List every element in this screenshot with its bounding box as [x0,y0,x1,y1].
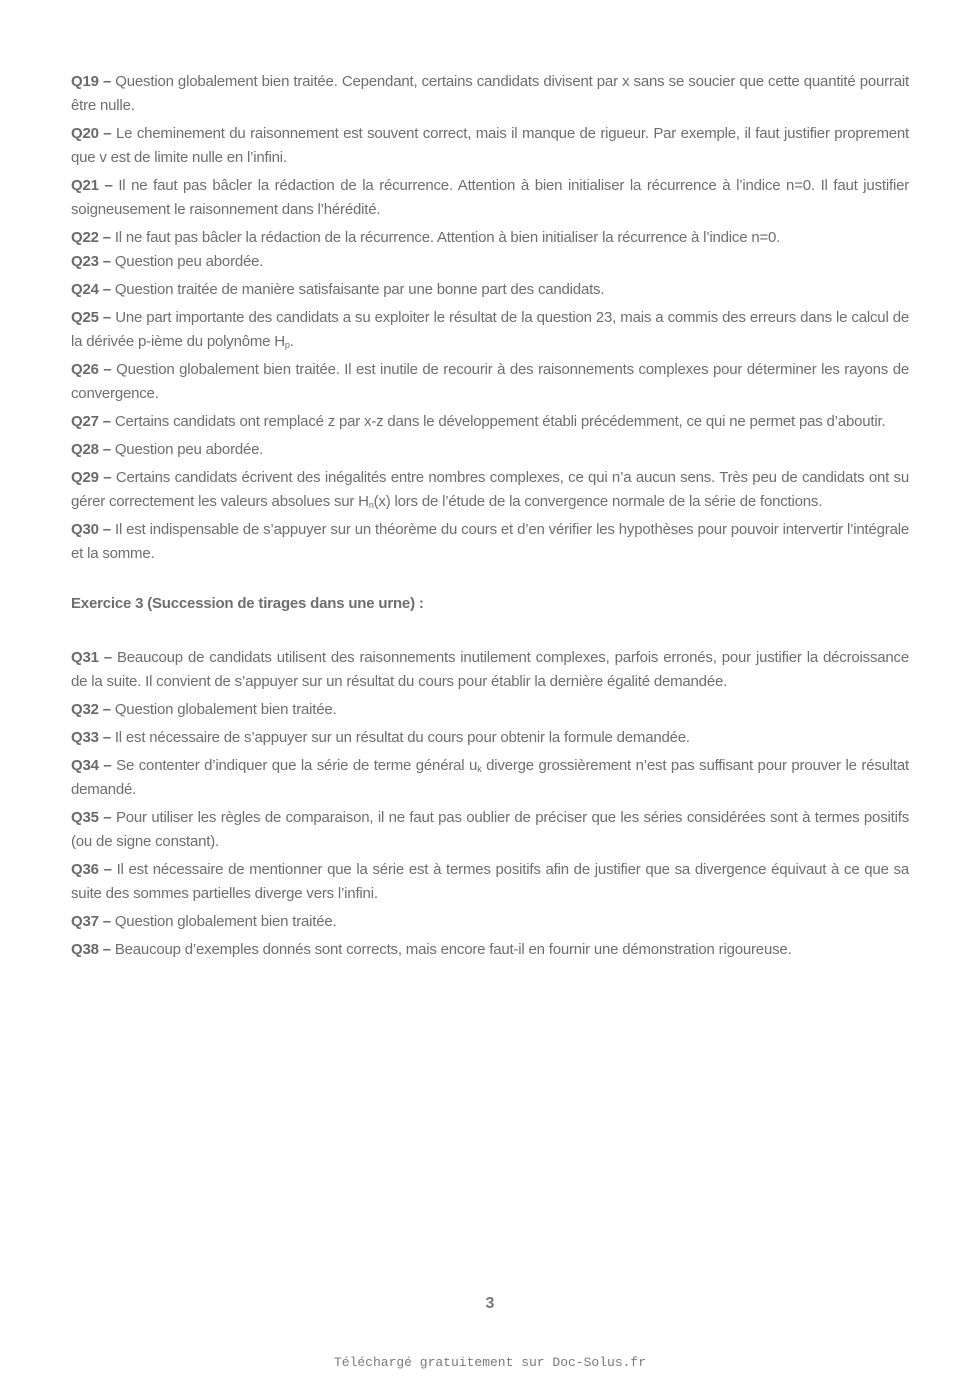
question-label: Q29 – [71,469,112,486]
remark-text: Beaucoup d’exemples donnés sont corrects, mais encore faut-il en fournir une démonstration rigoureuse. [114,941,792,958]
remark-q20 [71,122,909,170]
remark-text: Question peu abordée. [114,441,264,458]
remark-q24 [71,278,909,302]
remark-q28 [71,438,909,462]
remark-text-after: . [289,333,294,350]
question-label: Q21 – [71,177,113,194]
remark-text: Il est nécessaire de mentionner que la série est à termes positifs afin de justifier que sa divergence équivaut à ce que sa suite des sommes partielles diverge vers l’infini. [71,861,909,902]
question-label: Q31 – [71,649,112,666]
remark-text-after: (x) lors de l’étude de la convergence normale de la série de fonctions. [373,493,823,510]
download-footer: Téléchargé gratuitement sur Doc-Solus.fr [333,1355,647,1370]
question-label: Q32 – [71,701,111,718]
remark-text: Il ne faut pas bâcler la rédaction de la récurrence. Attention à bien initialiser la récurrence à l’indice n=0. [114,229,781,246]
remark-text: Question traitée de manière satisfaisante par une bonne part des candidats. [114,281,605,298]
question-label: Q30 – [71,521,111,538]
question-label: Q33 – [71,729,111,746]
page-number: 3 [485,1295,495,1312]
remark-text: Question globalement bien traitée. Il est inutile de recourir à des raisonnements complexes pour déterminer les rayons de convergence. [71,361,909,402]
remark-text: Question globalement bien traitée. [114,913,337,930]
question-label: Q23 – [71,253,111,270]
document-page [71,70,909,966]
remark-q22 [71,226,909,250]
remark-text: Se contenter d’indiquer que la série de terme général u [116,757,478,774]
question-label: Q24 – [71,281,111,298]
remark-q23 [71,250,909,274]
question-label: Q22 – [71,229,111,246]
remark-text: Certains candidats ont remplacé z par x-z dans le développement établi précédemment, ce qui ne permet pas d’aboutir. [114,413,886,430]
remark-q21 [71,174,909,222]
question-label: Q20 – [71,125,112,142]
remark-text: Le cheminement du raisonnement est souvent correct, mais il manque de rigueur. Par exemple, il faut justifier proprement que v est de limite nulle en l’infini. [71,125,909,166]
exercise-heading: Exercice 3 (Succession de tirages dans une urne) : [71,595,424,612]
remark-q34 [71,754,909,802]
question-label: Q34 – [71,757,112,774]
question-label: Q38 – [71,941,111,958]
remark-text: Question globalement bien traitée. [114,701,337,718]
remark-q25 [71,306,909,354]
subscript: p [284,340,290,350]
remark-text: Question peu abordée. [114,253,264,270]
remark-text: Beaucoup de candidats utilisent des raisonnements inutilement complexes, parfois erronés, pour justifier la décroissance de la suite. Il convient de s’appuyer sur un résultat du cours pour établir la dernière égalité demandée. [71,649,909,690]
question-label: Q35 – [71,809,112,826]
remark-text: Pour utiliser les règles de comparaison, il ne faut pas oublier de préciser que les séries considérées sont à termes positifs (ou de signe constant). [71,809,910,850]
remark-text: Question globalement bien traitée. Cependant, certains candidats divisent par x sans se soucier que cette quantité pourrait être nulle. [71,73,909,114]
question-label: Q25 – [71,309,112,326]
remark-q27 [71,410,909,434]
remark-text-after: diverge grossièrement n’est pas suffisant pour prouver le résultat demandé. [71,757,909,798]
remark-q36 [71,858,909,906]
question-label: Q28 – [71,441,111,458]
question-label: Q19 – [71,73,112,90]
remark-q37 [71,910,909,934]
question-label: Q27 – [71,413,111,430]
remark-q30 [71,518,909,566]
remark-q35 [71,806,909,854]
remarks-list-part2 [71,646,909,962]
remark-q31 [71,646,909,694]
subscript: n [368,500,374,510]
remark-q19 [71,70,909,118]
subscript: k [477,764,482,774]
remarks-list-part1 [71,70,909,566]
remark-text: Il ne faut pas bâcler la rédaction de la récurrence. Attention à bien initialiser la récurrence à l’indice n=0. Il faut justifier soigneusement le raisonnement dans l’hérédité. [71,177,910,218]
remark-text: Il est indispensable de s’appuyer sur un théorème du cours et d’en vérifier les hypothèses pour pouvoir intervertir l’intégrale et la somme. [71,521,909,562]
remark-q29 [71,466,909,514]
remark-text: Certains candidats écrivent des inégalités entre nombres complexes, ce qui n’a aucun sens. Très peu de candidats ont su gérer correctement les valeurs absolues sur H [71,469,909,510]
remark-q32 [71,698,909,722]
question-label: Q37 – [71,913,111,930]
remark-text: Il est nécessaire de s’appuyer sur un résultat du cours pour obtenir la formule demandée. [114,729,690,746]
remark-q26 [71,358,909,406]
question-label: Q26 – [71,361,112,378]
remark-q38 [71,938,909,962]
remark-q33 [71,726,909,750]
remark-text: Une part importante des candidats a su exploiter le résultat de la question 23, mais a commis des erreurs dans le calcul de la dérivée p-ième du polynôme H [71,309,910,350]
question-label: Q36 – [71,861,112,878]
